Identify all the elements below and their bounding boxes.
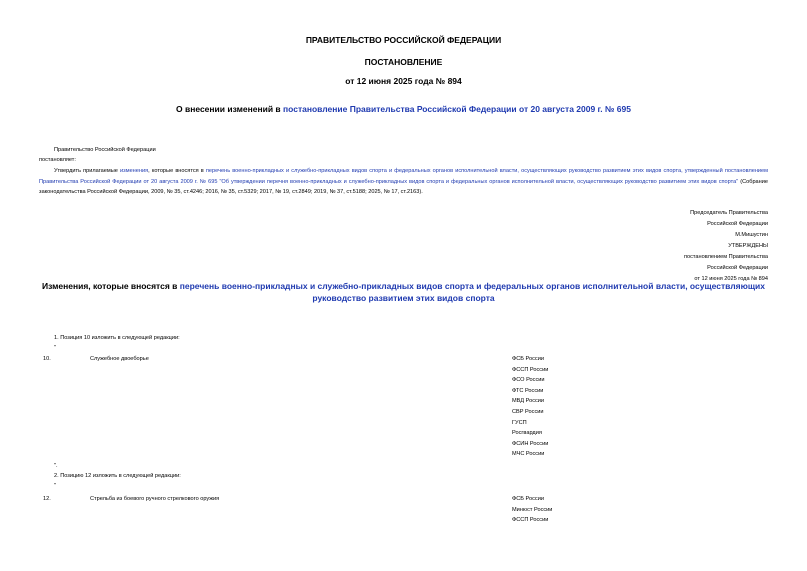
org-item: ФСО России [512,377,545,384]
para-text-4: (Собрание законодательства Российской Федерации, 2009, № 35, ст.4246; 2016, № 35, ст.5329; 2017, № 19, ст.2849; 2019, № 37, ст.5188; 2025, № 17, ст.2163). [39,178,768,195]
org-item: ФСИН России [512,440,549,447]
title-link[interactable]: постановление Правительства Российской Федерации от 20 августа 2009 г. № 695 [283,104,631,114]
changes-title [39,280,768,304]
org-item: СВР России [512,408,544,415]
org-item: МВД России [512,398,545,405]
quote-close: ". [54,463,58,469]
row-10-sport: Служебное двоеборье [90,356,149,362]
approval-line: Российской Федерации [707,265,768,271]
org-item: ГУСП [512,419,527,426]
decides-line: постановляет: [39,157,76,163]
document-type: ПОСТАНОВЛЕНИЕ [364,57,443,67]
org-item: ФССП России [512,366,549,373]
org-item: Минюст России [512,506,553,513]
resolution-paragraph [39,166,768,198]
approval-line: УТВЕРЖДЕНЫ [728,243,768,249]
list-link[interactable]: перечень военно-прикладных и служебно-прикладных видов спорта и федеральных органов исполнительной власти, осуществляющих руководство развитием этих видов спорта [205,168,682,174]
signature-block [684,208,768,285]
government-heading: ПРАВИТЕЛЬСТВО РОССИЙСКОЙ ФЕДЕРАЦИИ [305,35,502,45]
item-2-label: 2. Позицию 12 изложить в следующей редакции: [54,473,181,479]
para-text-1: Утвердить прилагаемые [54,168,121,174]
gov-line: Правительство Российской Федерации [54,147,156,153]
signature-line: Председатель Правительства [690,210,768,216]
org-item: МЧС России [512,451,545,458]
document-title [0,104,807,114]
row-12-sport: Стрельба из боевого ручного стрелкового оружия [90,496,220,502]
row-12-orgs [512,494,552,526]
org-item: ФСБ России [512,356,544,362]
row-12-number: 12. [43,496,51,502]
org-item: ФТС России [512,387,544,394]
decree-link[interactable]: , утвержденный постановлением Правительства Российской Федерации от 20 августа 2009 г. № 695 "Об утверждении перечня военно-прикладных и служебно-прикладных видов спорта и федеральных органов исполнительной власти, осуществляющих руководство развитием этих видов спорта" [39,168,768,185]
changes-title-link[interactable]: перечень военно-прикладных и служебно-прикладных видов спорта и федеральных органов исполнительной власти, осуществляющих руководство развитием этих видов спорта [179,281,765,303]
quote-open: " [54,345,56,351]
changes-title-prefix: Изменения, которые вносятся в [41,281,180,291]
title-prefix: О внесении изменений в [176,104,283,114]
signature-line: Российской Федерации [707,221,768,227]
approval-line: от 12 июня 2025 года № 894 [694,276,768,282]
quote-open-2: " [54,483,56,489]
item-1-label: 1. Позиция 10 изложить в следующей редакции: [54,335,180,341]
changes-link[interactable]: изменения [120,168,149,174]
org-item: Росгвардия [512,430,542,437]
signature-line: М.Мишустин [735,232,768,238]
row-10-number: 10. [43,356,51,362]
document-date-number: от 12 июня 2025 года № 894 [345,76,462,86]
approval-line: постановлением Правительства [683,254,768,260]
row-10-orgs [512,354,548,460]
org-item: ФССП России [512,517,549,524]
para-text-2: , которые вносятся в [148,168,206,174]
org-item: ФСБ России [512,496,544,502]
